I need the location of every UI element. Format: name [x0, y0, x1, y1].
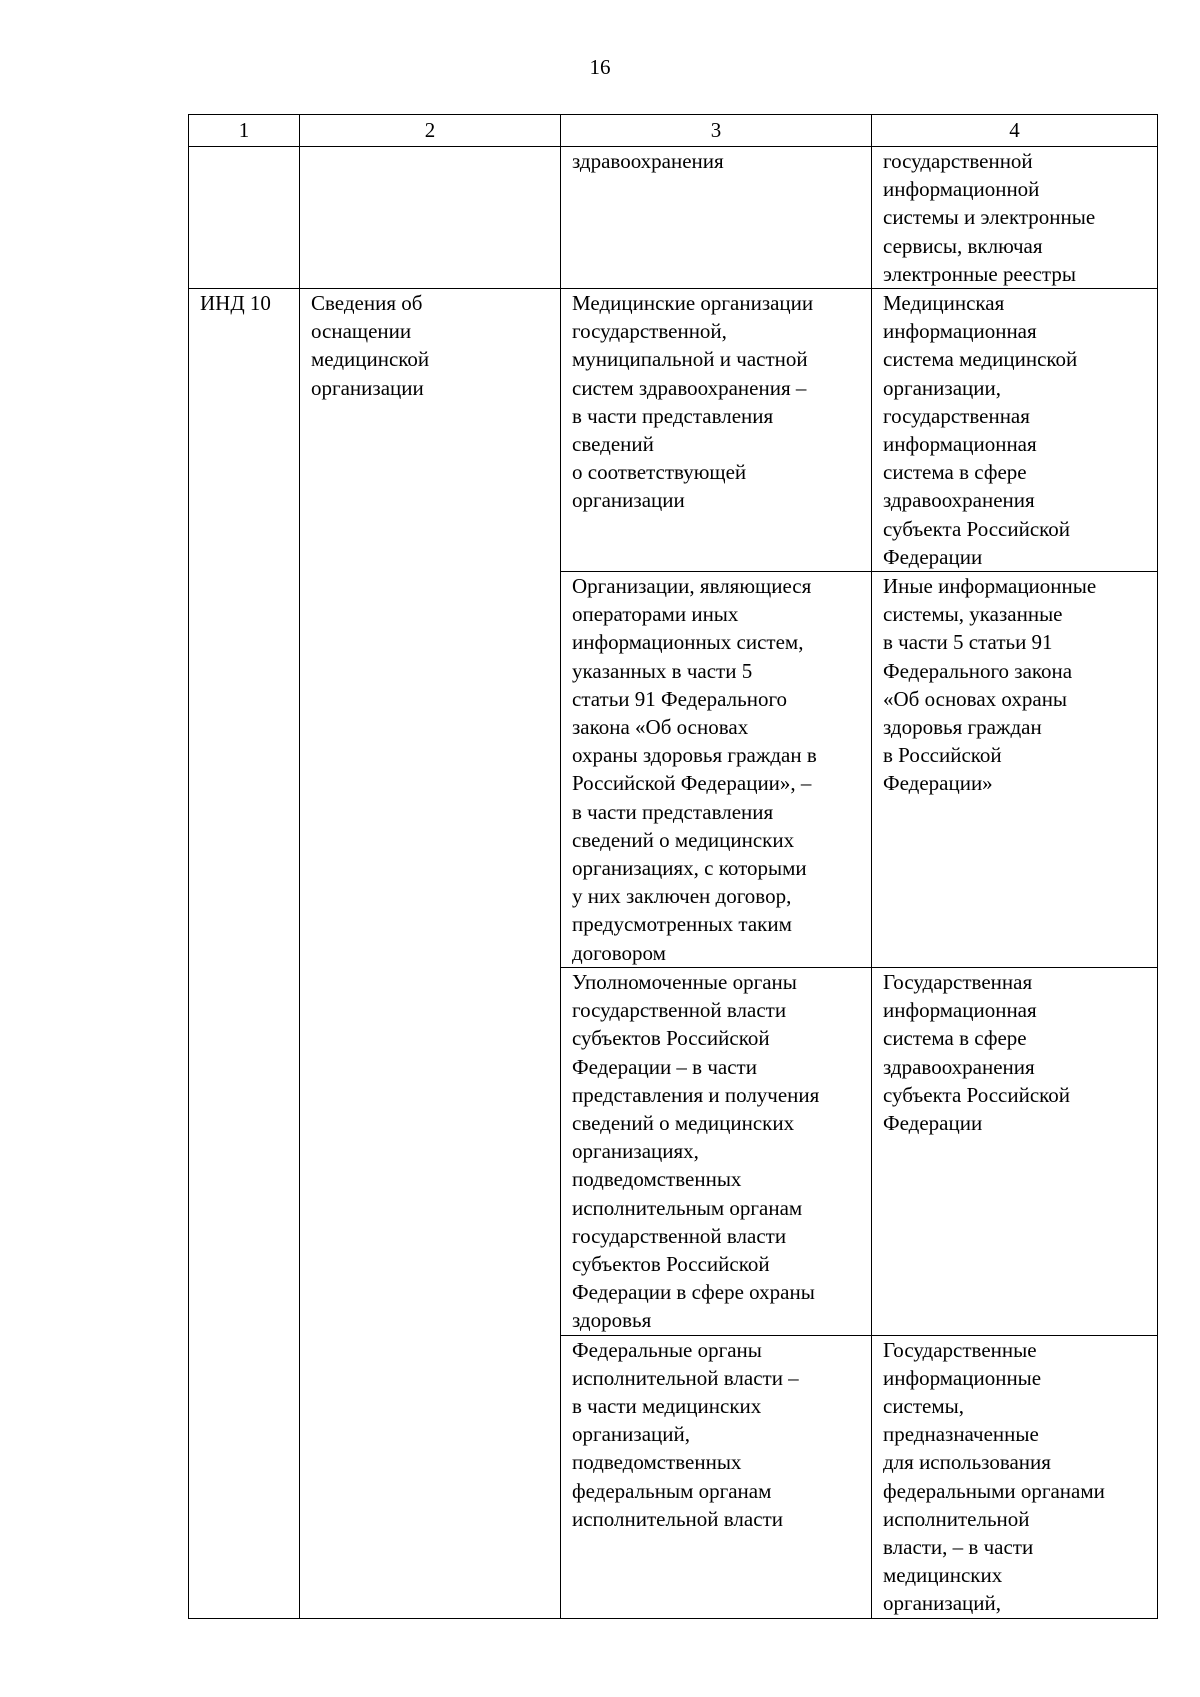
indicator-code: ИНД 10 — [189, 289, 300, 1619]
column-number: 1 — [189, 115, 300, 147]
column-number: 2 — [300, 115, 561, 147]
system-cell: Государственные информационные системы, предназначенные для использования федеральными органами исполнительной власти, – в части медицинских организаций, — [872, 1335, 1158, 1618]
page-number: 16 — [589, 55, 611, 79]
source-cell: здравоохранения — [561, 147, 872, 289]
system-cell: Государственная информационная система в сфере здравоохранения субъекта Российской Федерации — [872, 967, 1158, 1335]
data-table — [188, 114, 1158, 1619]
table-row — [189, 289, 1158, 572]
system-cell: государственной информационной системы и электронные сервисы, включая электронные реестры — [872, 147, 1158, 289]
column-number-row — [189, 115, 1158, 147]
system-cell: Медицинская информационная система медицинской организации, государственная информационная система в сфере здравоохранения субъекта Российской Федерации — [872, 289, 1158, 572]
source-cell: Организации, являющиеся операторами иных информационных систем, указанных в части 5 статьи 91 Федерального закона «Об основах охраны здоровья граждан в Российской Федерации», – в части представления сведений о медицинских организациях, с которыми у них заключен договор, предусмотренных таким договором — [561, 572, 872, 968]
empty-cell — [189, 147, 300, 289]
source-cell: Федеральные органы исполнительной власти – в части медицинских организаций, подведомственных федеральным органам исполнительной власти — [561, 1335, 872, 1618]
column-number: 4 — [872, 115, 1158, 147]
indicator-title: Сведения об оснащении медицинской организации — [300, 289, 561, 1619]
continuation-row — [189, 147, 1158, 289]
source-cell: Медицинские организации государственной, муниципальной и частной систем здравоохранения – в части представления сведений о соответствующей организации — [561, 289, 872, 572]
column-number: 3 — [561, 115, 872, 147]
system-cell: Иные информационные системы, указанные в части 5 статьи 91 Федерального закона «Об основах охраны здоровья граждан в Российской Федерации» — [872, 572, 1158, 968]
empty-cell — [300, 147, 561, 289]
source-cell: Уполномоченные органы государственной власти субъектов Российской Федерации – в части представления и получения сведений о медицинских организациях, подведомственных исполнительным органам государственной власти субъектов Российской Федерации в сфере охраны здоровья — [561, 967, 872, 1335]
